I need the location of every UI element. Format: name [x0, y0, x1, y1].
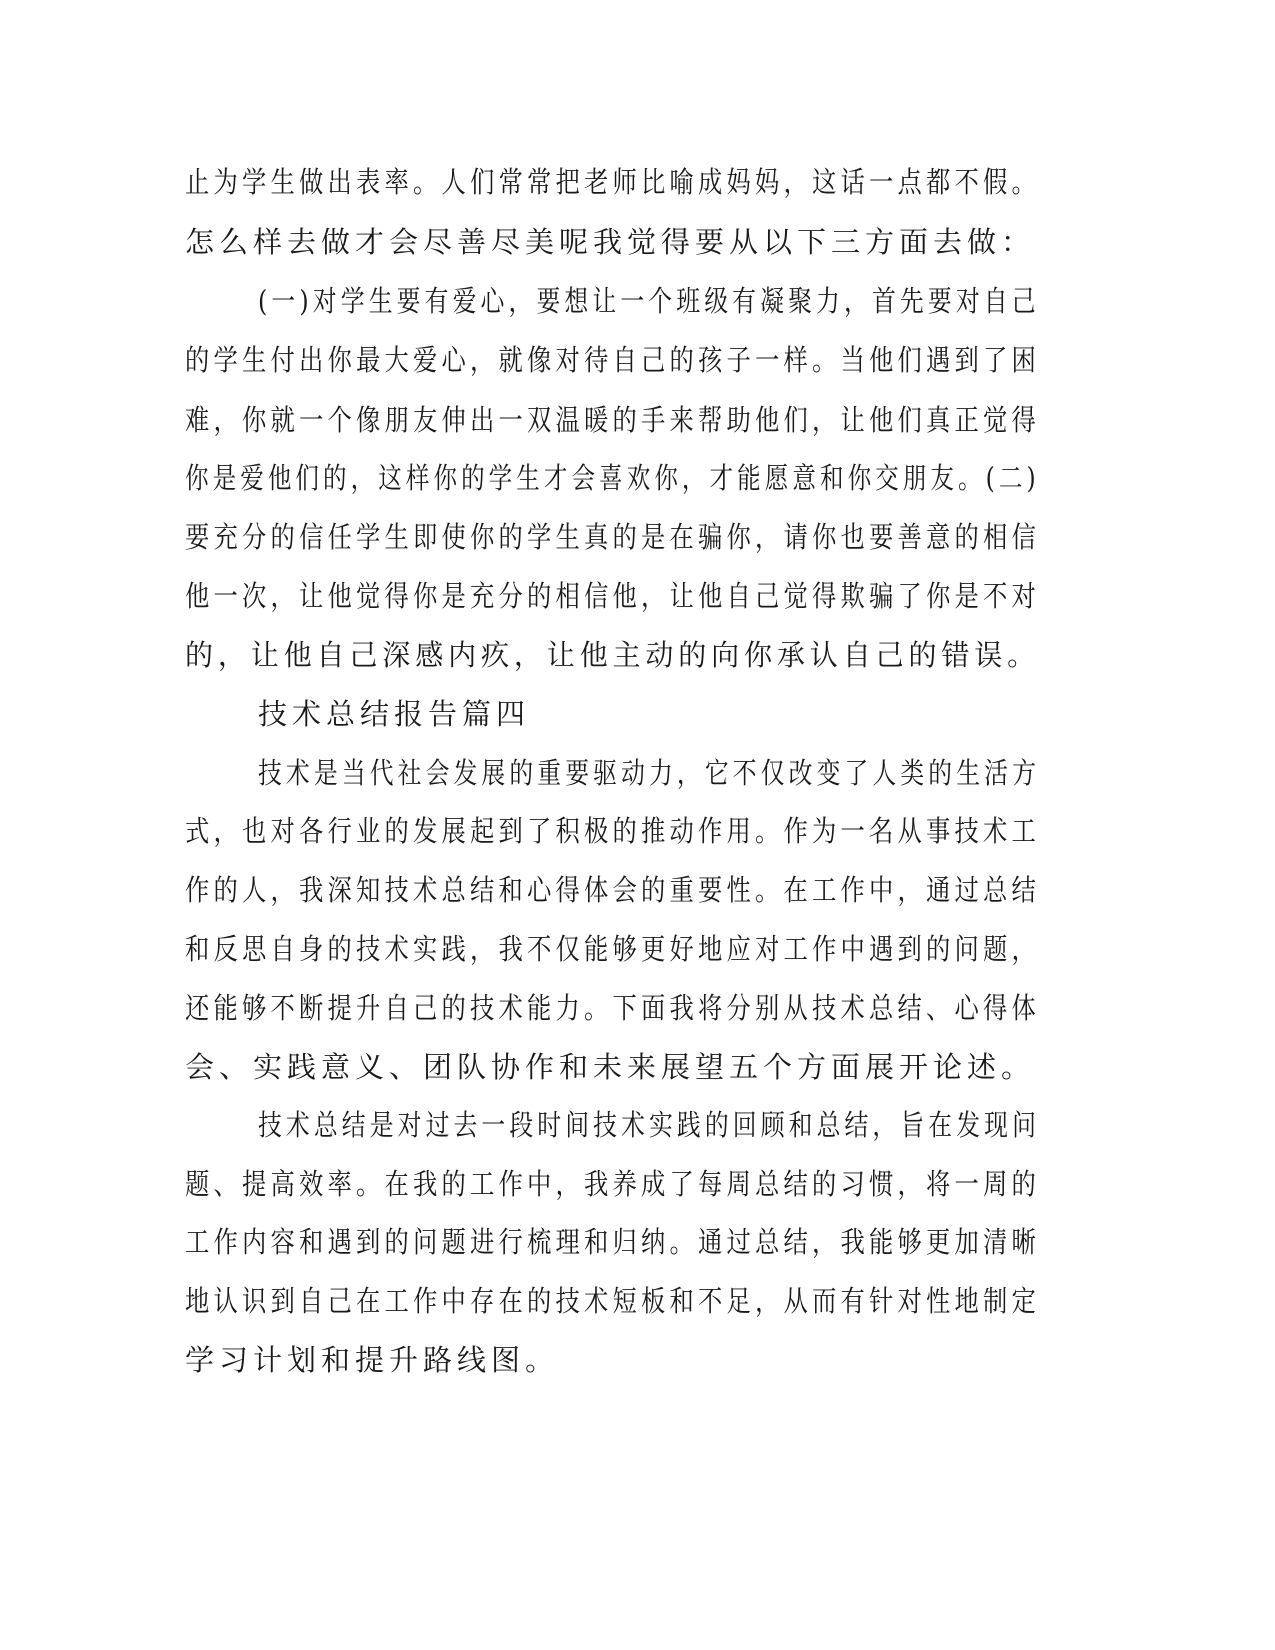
text-line: 怎么样去做才会尽善尽美呢我觉得要从以下三方面去做：	[185, 225, 1036, 259]
text-line: 式，也对各行业的发展起到了积极的推动作用。作为一名从事技术工	[185, 814, 1041, 848]
text-line: 会、实践意义、团队协作和未来展望五个方面展开论述。	[185, 1050, 1036, 1084]
text-line: 你是爱他们的，这样你的学生才会喜欢你，才能愿意和你交朋友。(二)	[185, 461, 1040, 495]
text-line: 他一次，让他觉得你是充分的相信他，让他自己觉得欺骗了你是不对	[185, 579, 1041, 613]
paragraph-start-line: 技术是当代社会发展的重要驱动力，它不仅改变了人类的生活方	[258, 756, 1041, 790]
text-line: 和反思自身的技术实践，我不仅能够更好地应对工作中遇到的问题，	[185, 932, 1041, 966]
text-line: 要充分的信任学生即使你的学生真的是在骗你，请你也要善意的相信	[185, 520, 1041, 554]
text-line: 难，你就一个像朋友伸出一双温暖的手来帮助他们，让他们真正觉得	[185, 403, 1041, 437]
section-heading: 技术总结报告篇四	[258, 697, 531, 731]
text-line: 的学生付出你最大爱心，就像对待自己的孩子一样。当他们遇到了困	[185, 343, 1041, 377]
paragraph-start-line: 技术总结是对过去一段时间技术实践的回顾和总结，旨在发现问	[258, 1108, 1041, 1142]
text-line: 地认识到自己在工作中存在的技术短板和不足，从而有针对性地制定	[185, 1284, 1041, 1318]
text-line: 止为学生做出表率。人们常常把老师比喻成妈妈，这话一点都不假。	[185, 165, 1041, 199]
text-line: 题、提高效率。在我的工作中，我养成了每周总结的习惯，将一周的	[185, 1167, 1041, 1201]
text-line: 的，让他自己深感内疚，让他主动的向你承认自己的错误。	[185, 638, 1041, 672]
paragraph-start-line: (一)对学生要有爱心，要想让一个班级有凝聚力，首先要对自己	[258, 284, 1040, 318]
text-line: 工作内容和遇到的问题进行梳理和归纳。通过总结，我能够更加清晰	[185, 1225, 1041, 1259]
text-line: 学习计划和提升路线图。	[185, 1343, 560, 1377]
text-line: 作的人，我深知技术总结和心得体会的重要性。在工作中，通过总结	[185, 873, 1041, 907]
text-line: 还能够不断提升自己的技术能力。下面我将分别从技术总结、心得体	[185, 991, 1041, 1025]
